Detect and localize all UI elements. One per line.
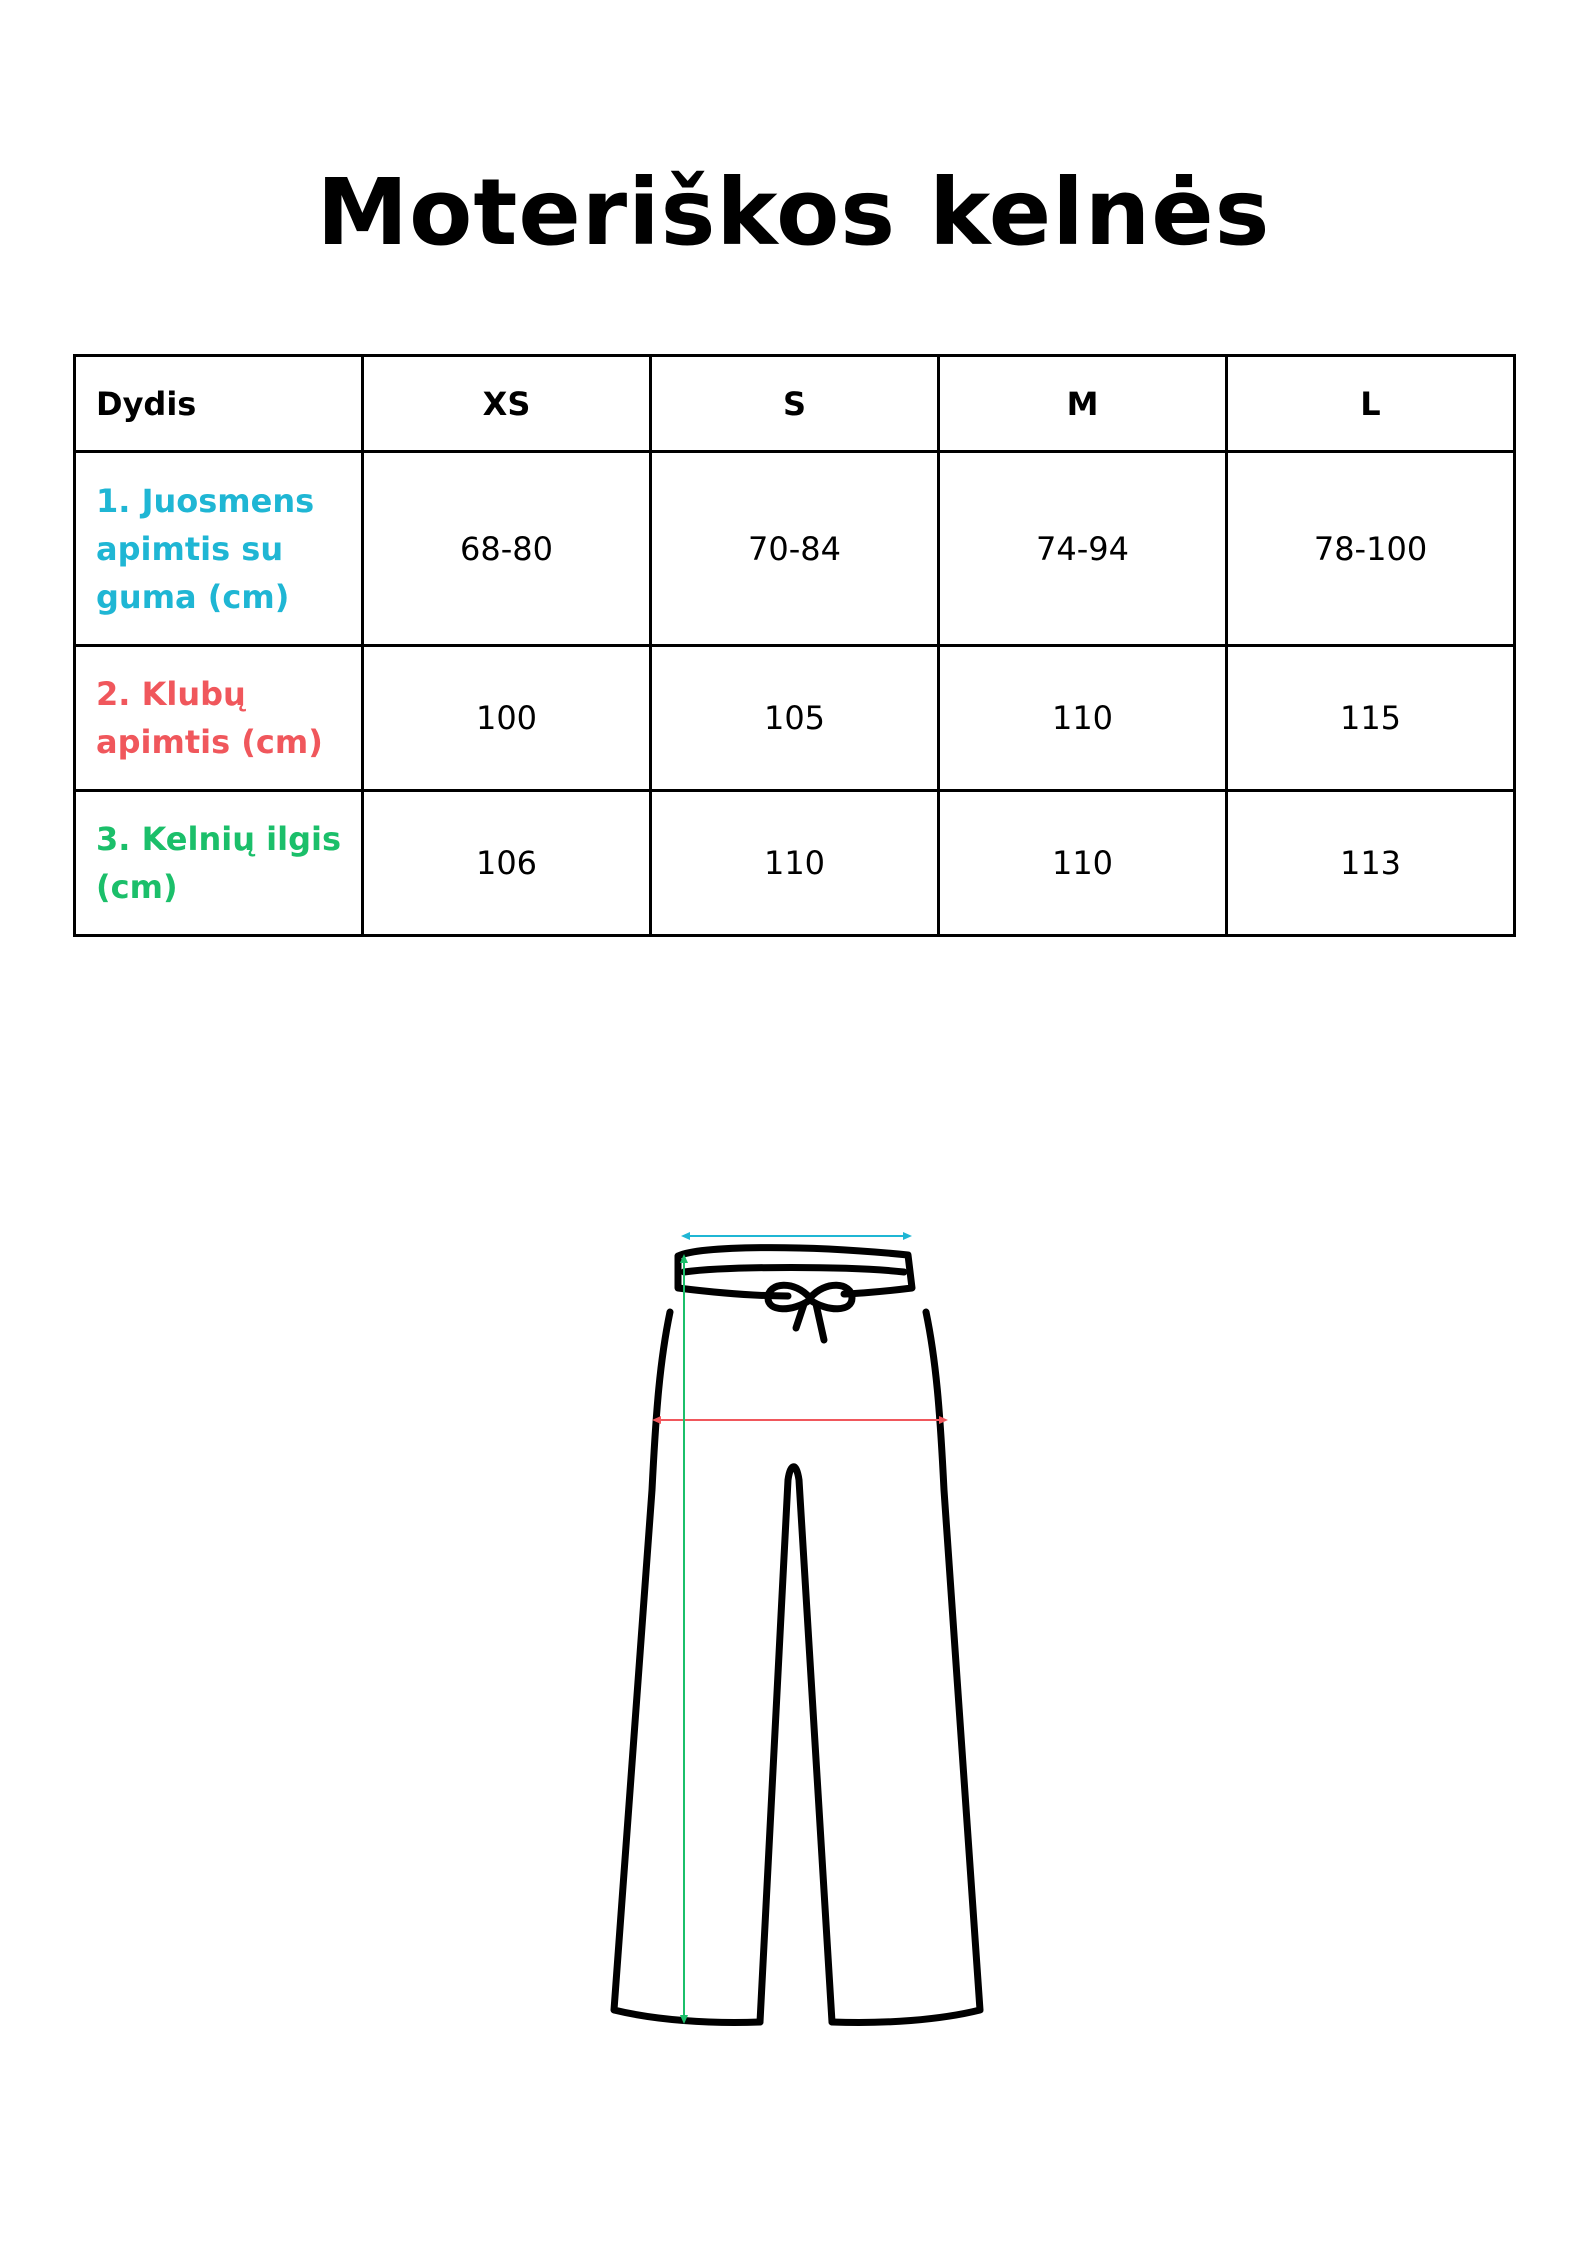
size-s-header: S <box>651 356 939 452</box>
length-label: 3. Kelnių ilgis (cm) <box>75 791 363 936</box>
length-value-xs: 106 <box>363 791 651 936</box>
waist-value-m: 74-94 <box>939 452 1227 646</box>
size-header-label: Dydis <box>75 356 363 452</box>
size-m-header: M <box>939 356 1227 452</box>
table-row-length <box>75 791 1515 936</box>
hips-value-xs: 100 <box>363 646 651 791</box>
size-chart-table <box>73 354 1516 937</box>
waist-value-l: 78-100 <box>1227 452 1515 646</box>
hips-value-m: 110 <box>939 646 1227 791</box>
hips-value-s: 105 <box>651 646 939 791</box>
page-title: Moteriškos kelnės <box>316 159 1271 266</box>
length-value-m: 110 <box>939 791 1227 936</box>
table-header-row <box>75 356 1515 452</box>
waist-label: 1. Juosmens apimtis su guma (cm) <box>75 452 363 646</box>
table-row-hips <box>75 646 1515 791</box>
trousers-icon <box>600 1220 1000 2040</box>
table-row-waist <box>75 452 1515 646</box>
size-l-header: L <box>1227 356 1515 452</box>
hips-label: 2. Klubų apimtis (cm) <box>75 646 363 791</box>
length-value-s: 110 <box>651 791 939 936</box>
size-xs-header: XS <box>363 356 651 452</box>
waist-value-s: 70-84 <box>651 452 939 646</box>
length-value-l: 113 <box>1227 791 1515 936</box>
waist-value-xs: 68-80 <box>363 452 651 646</box>
hips-value-l: 115 <box>1227 646 1515 791</box>
